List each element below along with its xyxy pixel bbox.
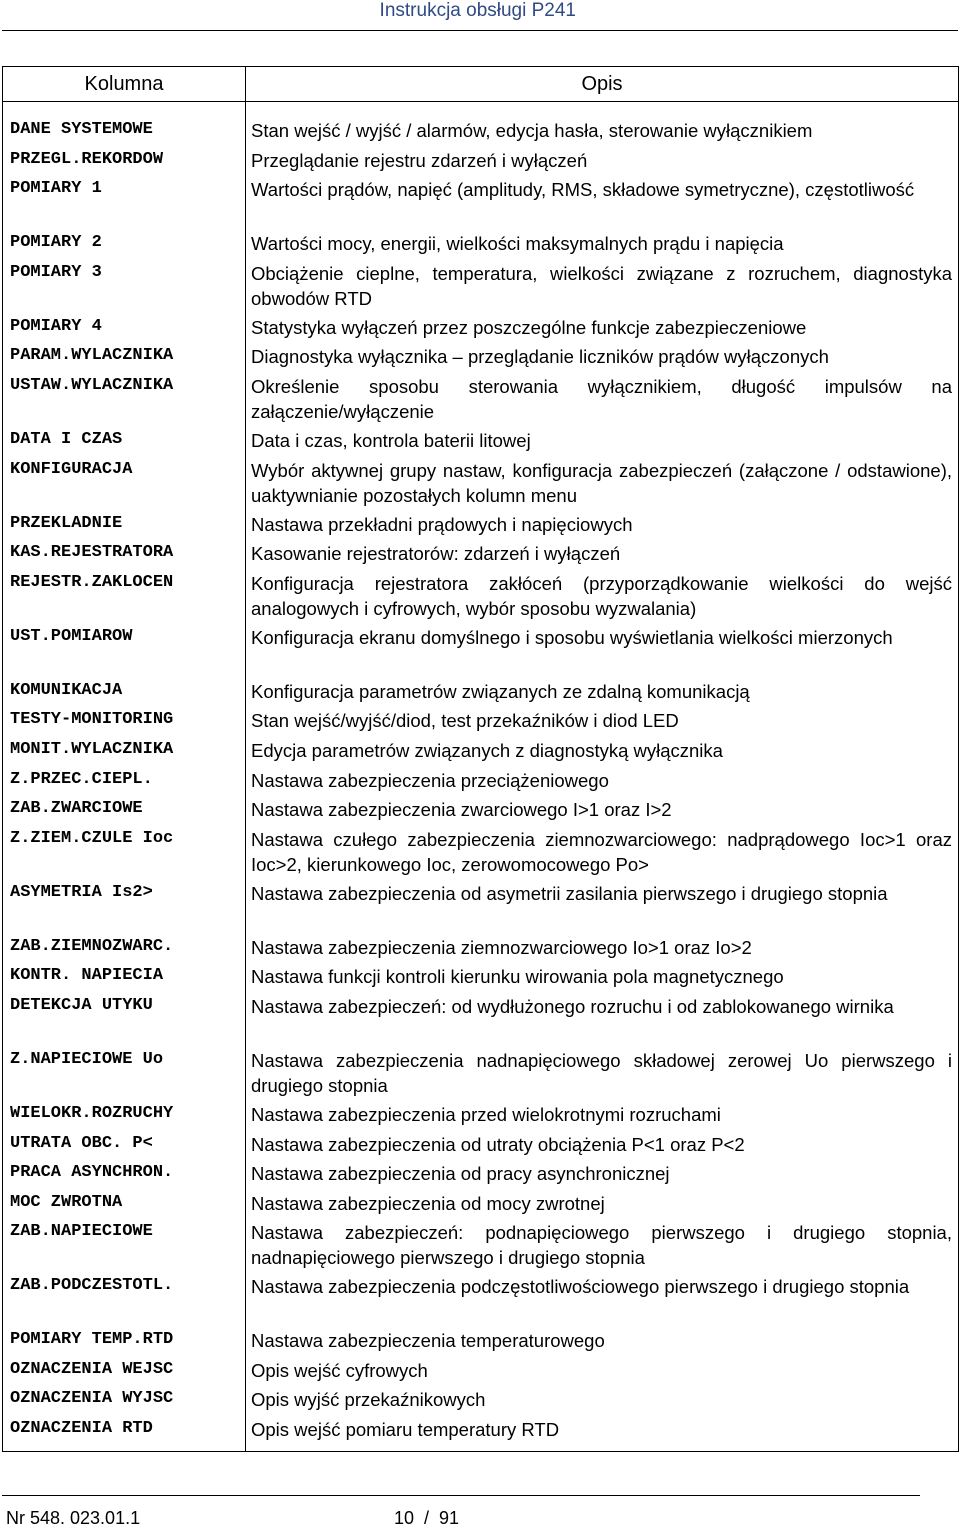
table-body-row bbox=[3, 102, 959, 1452]
menu-column-description: Nastawa czułego zabezpieczenia ziemnozwarciowego: nadprądowego Ioc>1 oraz Ioc>2, kierunkowego Ioc, zerowomocowego Po> bbox=[251, 828, 952, 875]
menu-column-name: MONIT.WYLACZNIKA bbox=[10, 739, 174, 759]
menu-column-description: Opis wejść cyfrowych bbox=[251, 1359, 428, 1381]
menu-column-name: POMIARY TEMP.RTD bbox=[10, 1330, 174, 1350]
menu-column-name: PARAM.WYLACZNIKA bbox=[10, 346, 174, 366]
column-descriptions-cell bbox=[246, 102, 959, 1452]
menu-column-name: PRZEKLADNIE bbox=[10, 513, 123, 533]
menu-column-name: KOMUNIKACJA bbox=[10, 680, 123, 700]
menu-column-name: ZAB.PODCZESTOTL. bbox=[10, 1276, 174, 1296]
table-header-row bbox=[3, 67, 959, 102]
menu-column-name: PRACA ASYNCHRON. bbox=[10, 1163, 174, 1183]
menu-column-description: Statystyka wyłączeń przez poszczególne funkcje zabezpieczeniowe bbox=[251, 316, 807, 338]
menu-column-name: DANE SYSTEMOWE bbox=[10, 120, 153, 139]
menu-column-name: ZAB.ZWARCIOWE bbox=[10, 799, 143, 819]
menu-column-description: Nastawa przekładni prądowych i napięciowych bbox=[251, 513, 633, 535]
page-number: 10 / 91 bbox=[394, 1508, 460, 1528]
menu-column-name: KONTR. NAPIECIA bbox=[10, 966, 164, 986]
menu-column-description: Stan wejść / wyjść / alarmów, edycja hasła, sterowanie wyłącznikiem bbox=[251, 120, 813, 141]
menu-column-name: Z.PRZEC.CIEPL. bbox=[10, 769, 153, 789]
menu-column-description: Konfiguracja rejestratora zakłóceń (przyporządkowanie wielkości do wejść analogowych i cyfrowych, wybór sposobu wyzwalania) bbox=[251, 572, 952, 619]
menu-column-description: Nastawa funkcji kontroli kierunku wirowania pola magnetycznego bbox=[251, 966, 784, 988]
menu-column-description: Nastawa zabezpieczenia od pracy asynchronicznej bbox=[251, 1163, 670, 1185]
menu-column-description: Nastawa zabezpieczenia temperaturowego bbox=[251, 1330, 605, 1352]
menu-column-description: Przeglądanie rejestru zdarzeń i wyłączeń bbox=[251, 149, 588, 171]
menu-column-name: Z.ZIEM.CZULE Ioc bbox=[10, 828, 174, 848]
menu-column-description: Nastawa zabezpieczeń: podnapięciowego pierwszego i drugiego stopnia, nadnapięciowego pierwszego i drugiego stopnia bbox=[251, 1222, 952, 1269]
menu-column-description: Nastawa zabezpieczenia od mocy zwrotnej bbox=[251, 1192, 605, 1214]
menu-column-description: Nastawa zabezpieczenia zwarciowego I>1 oraz I>2 bbox=[251, 799, 672, 821]
menu-column-name: OZNACZENIA WYJSC bbox=[10, 1389, 174, 1409]
menu-column-name: PRZEGL.REKORDOW bbox=[10, 149, 164, 169]
document-header-title: Instrukcja obsługi P241 bbox=[379, 0, 576, 21]
menu-column-description: Nastawa zabezpieczenia nadnapięciowego składowej zerowej Uo pierwszego i drugiego stopnia bbox=[251, 1049, 952, 1096]
menu-column-description: Wartości prądów, napięć (amplitudy, RMS, składowe symetryczne), częstotliwość bbox=[251, 179, 915, 201]
menu-column-name: UTRATA OBC. P< bbox=[10, 1133, 153, 1153]
menu-column-name: POMIARY 3 bbox=[10, 262, 102, 282]
menu-column-description: Nastawa zabezpieczenia od asymetrii zasilania pierwszego i drugiego stopnia bbox=[251, 882, 888, 904]
menu-column-description: Określenie sposobu sterowania wyłącznikiem, długość impulsów na załączenie/wyłączenie bbox=[251, 375, 952, 422]
menu-column-name: KAS.REJESTRATORA bbox=[10, 543, 174, 563]
menu-column-description: Nastawa zabezpieczenia ziemnozwarciowego Io>1 oraz Io>2 bbox=[251, 936, 752, 958]
document-number: Nr 548. 023.01.1 bbox=[6, 1508, 141, 1528]
menu-column-description: Nastawa zabezpieczeń: od wydłużonego rozruchu i od zablokowanego wirnika bbox=[251, 995, 894, 1017]
menu-column-description: Kasowanie rejestratorów: zdarzeń i wyłączeń bbox=[251, 543, 621, 565]
menu-column-name: ZAB.ZIEMNOZWARC. bbox=[10, 936, 174, 956]
menu-column-description: Nastawa zabezpieczenia podczęstotliwościowego pierwszego i drugiego stopnia bbox=[251, 1276, 910, 1298]
menu-column-name: POMIARY 1 bbox=[10, 179, 102, 199]
menu-column-name: DATA I CZAS bbox=[10, 429, 123, 449]
menu-column-name: OZNACZENIA WEJSC bbox=[10, 1359, 174, 1379]
menu-column-description: Opis wyjść przekaźnikowych bbox=[251, 1389, 486, 1411]
menu-column-description: Konfiguracja ekranu domyślnego i sposobu wyświetlania wielkości mierzonych bbox=[251, 626, 893, 648]
menu-column-name: POMIARY 4 bbox=[10, 316, 102, 336]
menu-column-description: Edycja parametrów związanych z diagnostyką wyłącznika bbox=[251, 739, 723, 761]
menu-column-name: ZAB.NAPIECIOWE bbox=[10, 1222, 153, 1242]
menu-column-name: Z.NAPIECIOWE Uo bbox=[10, 1049, 164, 1069]
column-header-kolumna: Kolumna bbox=[3, 67, 246, 102]
menu-column-name: MOC ZWROTNA bbox=[10, 1192, 123, 1212]
menu-column-description: Nastawa zabezpieczenia od utraty obciążenia P<1 oraz P<2 bbox=[251, 1133, 745, 1155]
menu-columns-table bbox=[2, 66, 959, 1452]
menu-column-name: WIELOKR.ROZRUCHY bbox=[10, 1103, 174, 1123]
menu-column-description: Diagnostyka wyłącznika – przeglądanie liczników prądów wyłączonych bbox=[251, 346, 829, 368]
menu-column-name: OZNACZENIA RTD bbox=[10, 1419, 153, 1439]
menu-column-description: Konfiguracja parametrów związanych ze zdalną komunikacją bbox=[251, 680, 750, 702]
menu-column-name: POMIARY 2 bbox=[10, 233, 102, 253]
menu-column-description: Stan wejść/wyjść/diod, test przekaźników i diod LED bbox=[251, 710, 679, 732]
header-rule bbox=[2, 30, 958, 31]
footer-rule bbox=[2, 1495, 920, 1496]
menu-column-description: Nastawa zabezpieczenia przed wielokrotnymi rozruchami bbox=[251, 1103, 721, 1125]
menu-column-name: USTAW.WYLACZNIKA bbox=[10, 375, 174, 395]
menu-column-description: Wybór aktywnej grupy nastaw, konfiguracja zabezpieczeń (załączone / odstawione), uaktywnianie pozostałych kolumn menu bbox=[251, 459, 952, 506]
menu-column-description: Nastawa zabezpieczenia przeciążeniowego bbox=[251, 769, 609, 791]
menu-column-name: UST.POMIAROW bbox=[10, 626, 133, 646]
menu-column-description: Obciążenie cieplne, temperatura, wielkości związane z rozruchem, diagnostyka obwodów RTD bbox=[251, 262, 952, 309]
column-names-cell bbox=[3, 102, 246, 1452]
menu-column-name: REJESTR.ZAKLOCEN bbox=[10, 572, 174, 592]
menu-column-description: Wartości mocy, energii, wielkości maksymalnych prądu i napięcia bbox=[251, 233, 784, 255]
menu-column-name: DETEKCJA UTYKU bbox=[10, 995, 153, 1015]
menu-column-name: TESTY-MONITORING bbox=[10, 710, 174, 730]
menu-column-name: KONFIGURACJA bbox=[10, 459, 133, 479]
menu-column-description: Opis wejść pomiaru temperatury RTD bbox=[251, 1419, 560, 1441]
column-header-opis: Opis bbox=[246, 67, 959, 102]
menu-column-description: Data i czas, kontrola baterii litowej bbox=[251, 429, 531, 451]
menu-column-name: ASYMETRIA Is2> bbox=[10, 882, 153, 902]
